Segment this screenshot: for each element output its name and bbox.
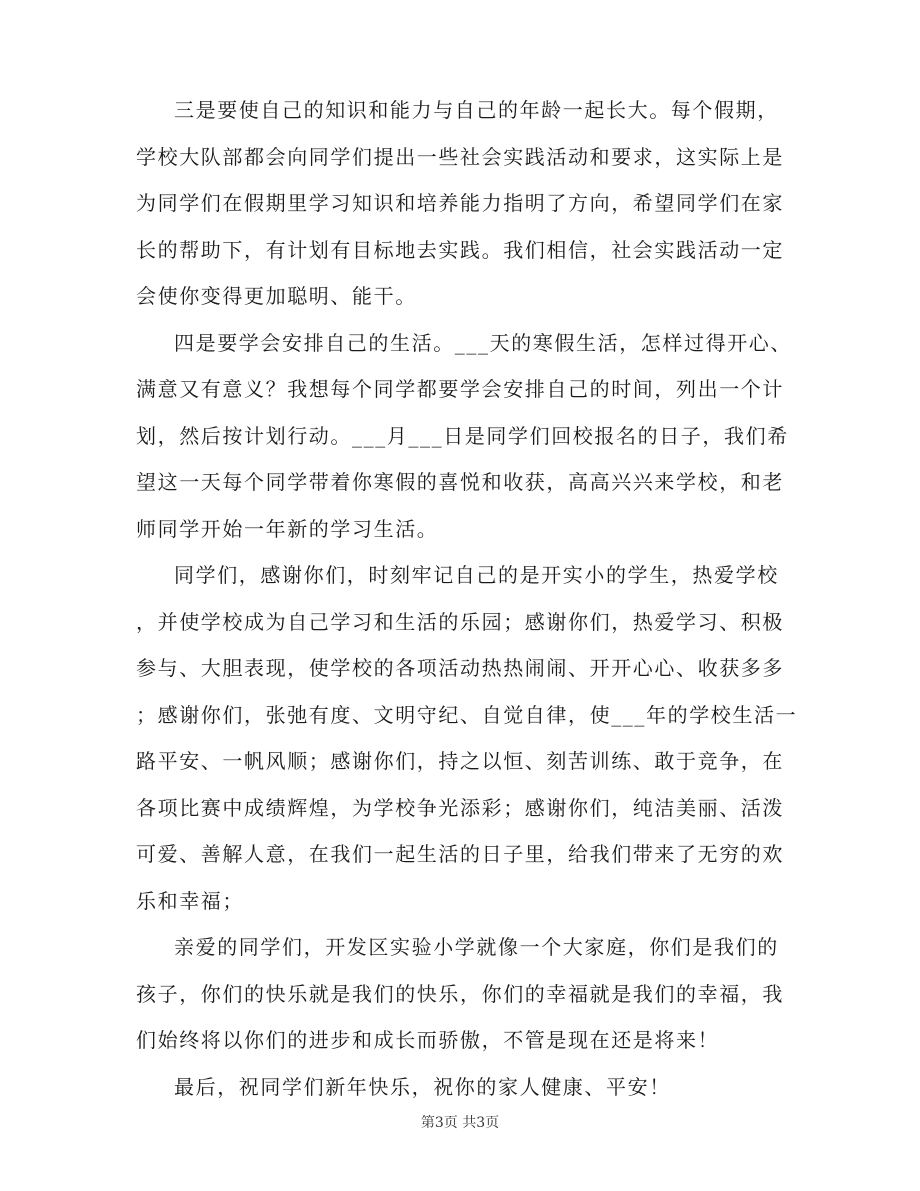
page-footer — [0, 1115, 920, 1131]
text-line: 三是要使自己的知识和能力与自己的年龄一起长大。每个假期， — [174, 98, 779, 122]
text-line: 会使你变得更加聪明、能干。 — [136, 284, 417, 308]
text-line: 为同学们在假期里学习知识和培养能力指明了方向，希望同学们在家 — [136, 191, 784, 215]
text-line: ；感谢你们，张弛有度、文明守纪、自觉自律，使___年的学校生活一 — [136, 702, 798, 727]
paragraph-1 — [136, 100, 786, 306]
text-line: 同学们，感谢你们，时刻牢记自己的是开实小的学生，热爱学校 — [174, 563, 779, 587]
text-line: 各项比赛中成绩辉煌，为学校争光添彩；感谢你们，纯洁美丽、活泼 — [136, 795, 784, 820]
paragraph-2 — [136, 330, 792, 541]
text-line: 满意又有意义？我想每个同学都要学会安排自己的时间，列出一个计 — [136, 377, 784, 401]
text-line: 路平安、一帆风顺；感谢你们，持之以恒、刻苦训练、敢于竞争，在 — [136, 749, 784, 773]
document-body — [136, 98, 798, 1123]
text-line: 师同学开始一年新的学习生活。 — [136, 516, 439, 541]
paragraph-4 — [136, 937, 786, 1050]
text-line: 亲爱的同学们，开发区实验小学就像一个大家庭，你们是我们的 — [174, 935, 779, 959]
text-line: 四是要学会安排自己的生活。___天的寒假生活，怎样过得开心、 — [174, 330, 792, 355]
text-line: 们始终将以你们的进步和成长而骄傲，不管是现在还是将来！ — [136, 1028, 720, 1052]
text-line: 望这一天每个同学带着你寒假的喜悦和收获，高高兴兴来学校，和老 — [136, 470, 784, 494]
text-line: 参与、大胆表现，使学校的各项活动热热闹闹、开开心心、收获多多 — [136, 656, 784, 680]
text-line: 孩子，你们的快乐就是我们的快乐，你们的幸福就是我们的幸福，我 — [136, 981, 784, 1006]
paragraph-5 — [136, 1074, 786, 1099]
page-number-label: 第3页 共3页 — [420, 1115, 500, 1131]
text-line: 可爱、善解人意，在我们一起生活的日子里，给我们带来了无穷的欢 — [136, 842, 784, 866]
text-line: 乐和幸福； — [136, 888, 244, 913]
text-line: 学校大队部都会向同学们提出一些社会实践活动和要求，这实际上是 — [136, 144, 784, 169]
paragraph-3 — [136, 563, 798, 913]
text-line: ，并使学校成为自己学习和生活的乐园；感谢你们，热爱学习、积极 — [136, 609, 784, 634]
text-line: 最后，祝同学们新年快乐，祝你的家人健康、平安！ — [174, 1074, 671, 1099]
text-line: 长的帮助下，有计划有目标地去实践。我们相信，社会实践活动一定 — [136, 237, 784, 262]
text-line: 划，然后按计划行动。___月___日是同学们回校报名的日子，我们希 — [136, 423, 789, 448]
